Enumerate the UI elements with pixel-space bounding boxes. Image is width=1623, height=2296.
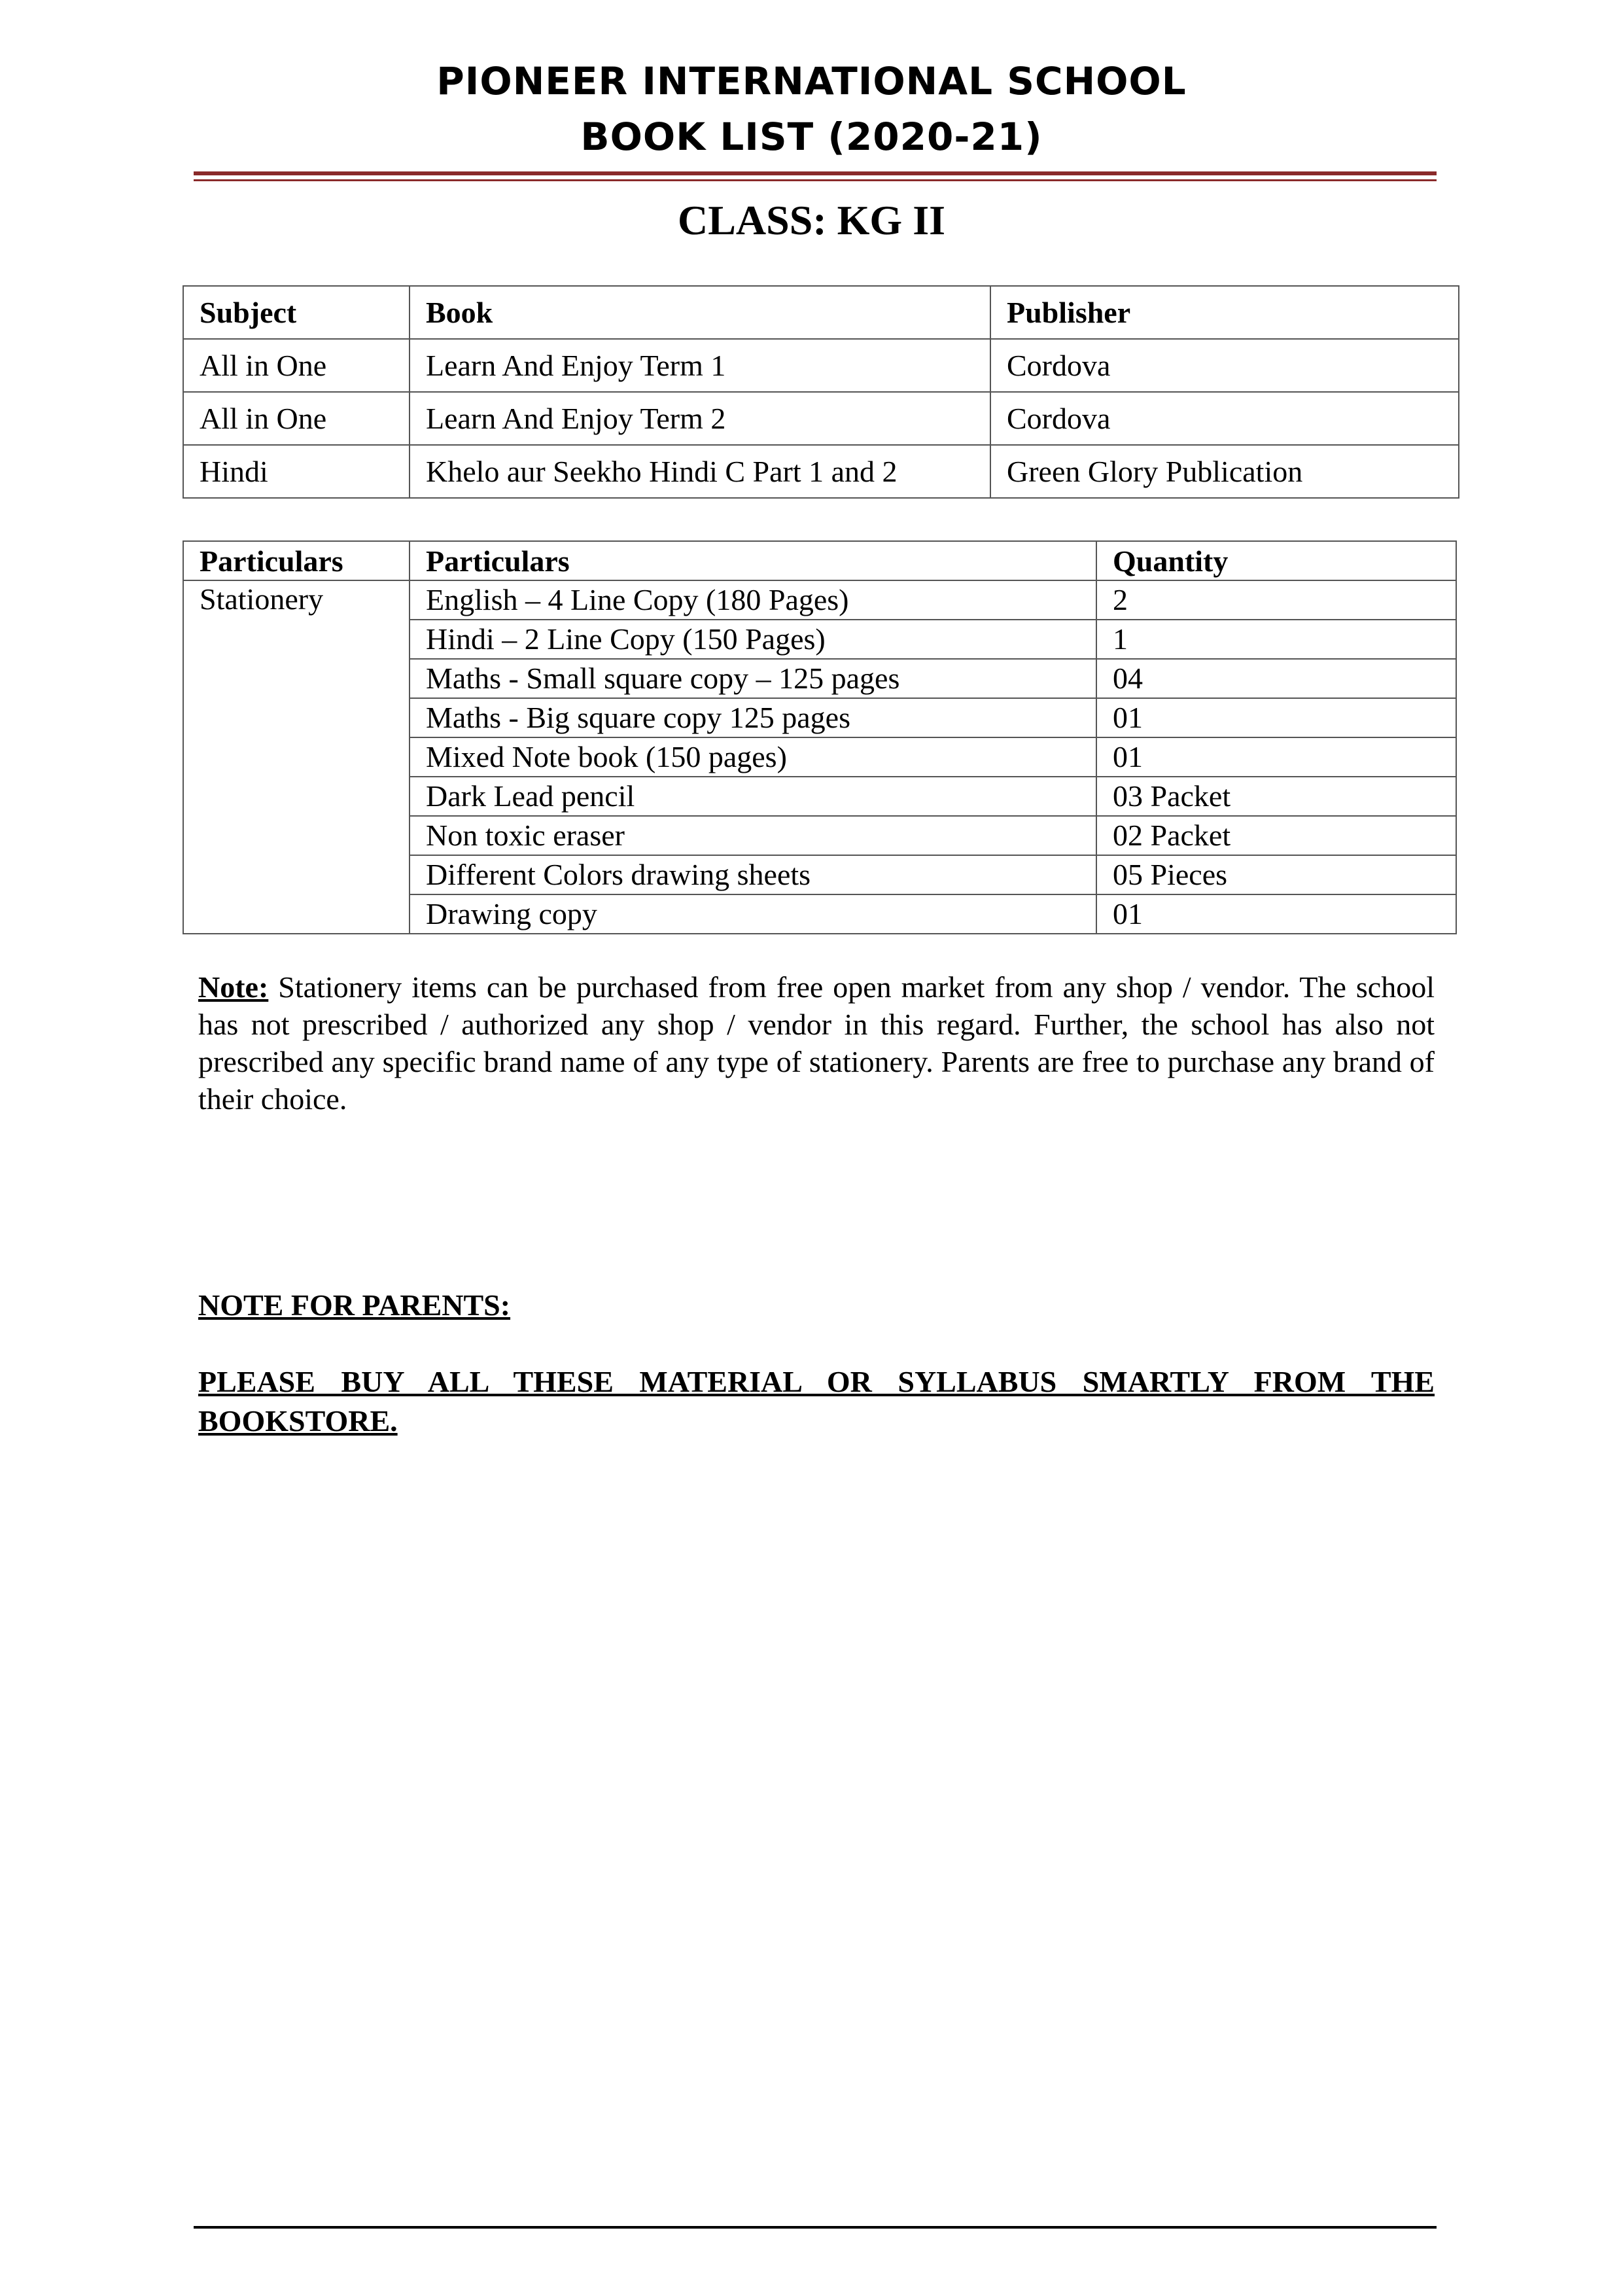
quantity-cell: 05 Pieces (1096, 855, 1456, 894)
category-cell: Stationery (183, 580, 410, 934)
book-cell: Learn And Enjoy Term 1 (410, 339, 990, 392)
item-cell: Maths - Small square copy – 125 pages (410, 659, 1096, 698)
publisher-cell: Cordova (990, 339, 1459, 392)
item-cell: Different Colors drawing sheets (410, 855, 1096, 894)
stationery-note (198, 968, 1435, 1118)
column-header-category: Particulars (183, 541, 410, 580)
table-row (183, 580, 1456, 620)
item-cell: Mixed Note book (150 pages) (410, 737, 1096, 777)
quantity-cell: 01 (1096, 737, 1456, 777)
parents-note-message: PLEASE BUY ALL THESE MATERIAL OR SYLLABUS SMARTLY FROM THE BOOKSTORE. (198, 1365, 1435, 1438)
school-name: PIONEER INTERNATIONAL SCHOOL (436, 59, 1187, 103)
quantity-cell: 02 Packet (1096, 816, 1456, 855)
subject-cell: All in One (183, 339, 410, 392)
table-row (183, 392, 1459, 445)
book-cell: Learn And Enjoy Term 2 (410, 392, 990, 445)
header-divider-thin (194, 179, 1437, 181)
subject-cell: All in One (183, 392, 410, 445)
subject-cell: Hindi (183, 445, 410, 498)
item-cell: Hindi – 2 Line Copy (150 Pages) (410, 620, 1096, 659)
column-header-book: Book (410, 286, 990, 339)
item-cell: Dark Lead pencil (410, 777, 1096, 816)
book-list-title: BOOK LIST (2020-21) (580, 115, 1043, 159)
parents-note-heading: NOTE FOR PARENTS: (198, 1288, 511, 1322)
quantity-cell: 2 (1096, 580, 1456, 620)
column-header-quantity: Quantity (1096, 541, 1456, 580)
publisher-cell: Cordova (990, 392, 1459, 445)
class-title: CLASS: KG II (678, 197, 945, 243)
column-header-item: Particulars (410, 541, 1096, 580)
quantity-cell: 01 (1096, 698, 1456, 737)
table-row (183, 339, 1459, 392)
note-text: Stationery items can be purchased from free open market from any shop / vendor. The school has not prescribed / authorized any shop / vendor in this regard. Further, the school has also not prescribed any specific brand name of any type of stationery. Parents are free to purchase any brand of their choice. (198, 970, 1435, 1116)
quantity-cell: 04 (1096, 659, 1456, 698)
quantity-cell: 03 Packet (1096, 777, 1456, 816)
item-cell: Maths - Big square copy 125 pages (410, 698, 1096, 737)
book-table-header-row (183, 286, 1459, 339)
table-row (183, 445, 1459, 498)
note-label: Note: (198, 970, 269, 1004)
book-cell: Khelo aur Seekho Hindi C Part 1 and 2 (410, 445, 990, 498)
item-cell: Drawing copy (410, 894, 1096, 934)
quantity-cell: 1 (1096, 620, 1456, 659)
header-divider-thick (194, 171, 1437, 175)
stationery-table-header-row (183, 541, 1456, 580)
item-cell: English – 4 Line Copy (180 Pages) (410, 580, 1096, 620)
stationery-table (183, 540, 1457, 934)
quantity-cell: 01 (1096, 894, 1456, 934)
column-header-publisher: Publisher (990, 286, 1459, 339)
item-cell: Non toxic eraser (410, 816, 1096, 855)
publisher-cell: Green Glory Publication (990, 445, 1459, 498)
book-table (183, 285, 1459, 499)
footer-divider (194, 2226, 1437, 2229)
column-header-subject: Subject (183, 286, 410, 339)
